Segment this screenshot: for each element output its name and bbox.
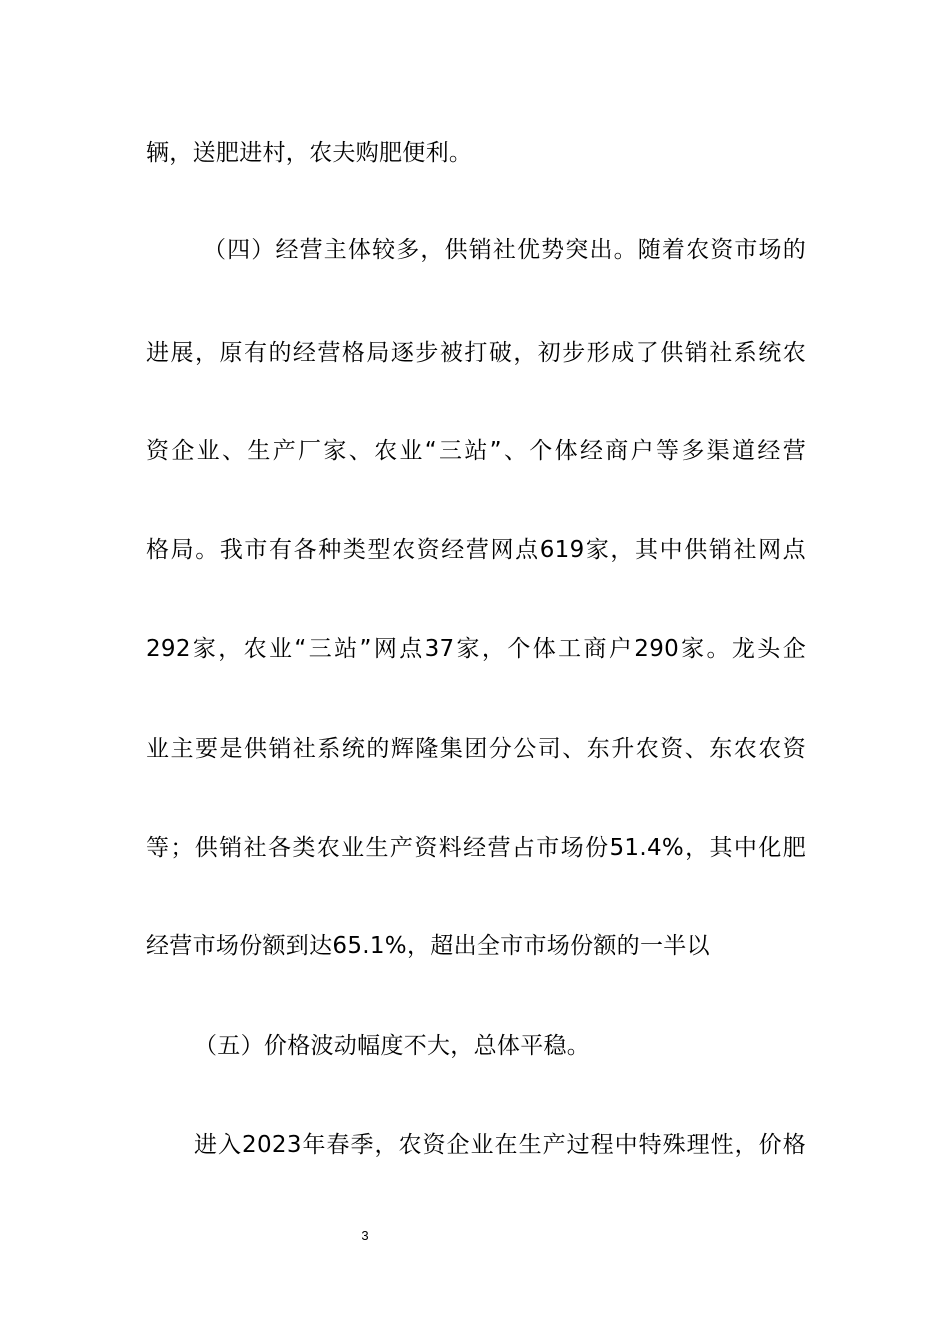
paragraph-line-8: 等；供销社各类农业生产资料经营占市场份51.4%，其中化肥 [146,835,806,861]
paragraph-line-3: 进展，原有的经营格局逐步被打破，初步形成了供销社系统农 [146,340,806,366]
page-number: 3 [361,1228,369,1243]
paragraph-line-4: 资企业、生产厂家、农业“三站”、个体经商户等多渠道经营 [146,438,806,464]
section-heading-5: （五）价格波动幅度不大，总体平稳。 [194,1033,591,1059]
paragraph-line-1: 辆，送肥进村，农夫购肥便利。 [146,140,473,166]
paragraph-line-7: 业主要是供销社系统的辉隆集团分公司、东升农资、东农农资 [146,736,806,762]
paragraph-line-6: 292家，农业“三站”网点37家，个体工商户290家。龙头企 [146,636,806,662]
paragraph-line-10: 进入2023年春季，农资企业在生产过程中特殊理性，价格 [194,1132,806,1158]
paragraph-line-5: 格局。我市有各种类型农资经营网点619家，其中供销社网点 [146,537,806,563]
paragraph-line-9: 经营市场份额到达65.1%，超出全市市场份额的一半以 [146,933,710,959]
paragraph-line-2: （四）经营主体较多，供销社优势突出。随着农资市场的 [203,237,806,263]
